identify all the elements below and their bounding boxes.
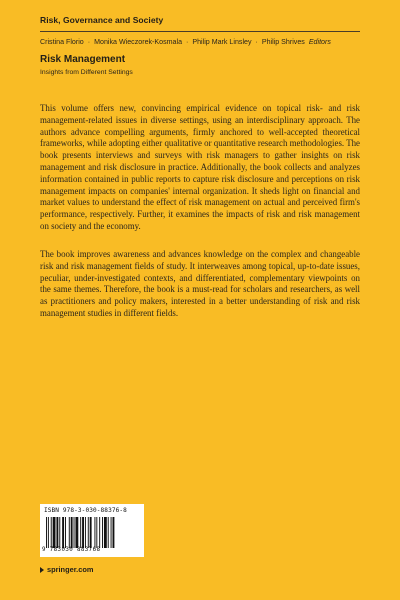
barcode-bar bbox=[108, 517, 109, 548]
publisher-website[interactable] bbox=[40, 565, 93, 574]
barcode-bar bbox=[90, 517, 92, 548]
barcode-bar bbox=[56, 517, 58, 548]
isbn-label: ISBN 978-3-030-88376-8 bbox=[44, 507, 127, 514]
barcode-bar bbox=[88, 517, 89, 548]
description-paragraph-1: This volume offers new, convincing empirical evidence on topical risk- and risk management-related issues in diverse settings, using an interdisciplinary approach. The authors advance compelling arguments, firmly anchored to well-accepted theoretical frameworks, while adopting either qualitative or quantitative research methodologies. The book presents interviews and surveys with risk managers to gather insights on risk management and risk disclosure in practice. Additionally, the book collects and analyzes information contained in public reports to capture risk disclosure and perceptions on risk management impacts on companies' internal organization. It sheds light on financial and market values to understand the effect of risk management on actual and perceived firm's performance, respectively. Further, it examines the impacts of risk and risk management on society and the economy. bbox=[40, 103, 360, 231]
barcode-bar bbox=[104, 517, 107, 548]
barcode-bar bbox=[80, 517, 81, 548]
barcode-bar bbox=[71, 517, 73, 548]
play-triangle-icon bbox=[40, 567, 44, 573]
editor-name: Philip Mark Linsley bbox=[192, 38, 252, 46]
series-title: Risk, Governance and Society bbox=[40, 15, 164, 25]
editors-suffix: Editors bbox=[308, 38, 331, 46]
barcode-bar bbox=[51, 517, 52, 548]
barcode-bar bbox=[48, 517, 49, 548]
editor-separator: · bbox=[186, 38, 189, 46]
editor-separator: · bbox=[255, 38, 258, 46]
barcode-bar bbox=[46, 517, 47, 548]
barcode-bar bbox=[99, 517, 100, 548]
editor-name: Cristina Florio bbox=[40, 38, 84, 46]
editor-name: Monika Wieczorek-Kosmala bbox=[94, 38, 183, 46]
barcode-bar bbox=[65, 517, 66, 548]
barcode-graphic bbox=[46, 517, 137, 548]
editor-name: Philip Shrives bbox=[261, 38, 305, 46]
barcode-digits: 9 783030 883768 bbox=[42, 547, 101, 553]
barcode-bar bbox=[111, 517, 112, 548]
description-paragraph-2: The book improves awareness and advances knowledge on the complex and changeable risk and risk management fields of study. It interweaves among topical, up-to-date issues, peculiar, under-investigated contexts, and differentiated, complementary viewpoints on the same themes. Therefore, the book is a must-read for scholars and researchers, as well as practitioners and policy makers, interested in a better understanding of risk and risk management studies in different fields. bbox=[40, 249, 360, 318]
barcode-bar bbox=[59, 517, 60, 548]
barcode-bar bbox=[94, 517, 95, 548]
barcode-bar bbox=[75, 517, 78, 548]
barcode-bar bbox=[85, 517, 86, 548]
barcode-bar bbox=[69, 517, 70, 548]
book-subtitle: Insights from Different Settings bbox=[40, 69, 133, 76]
barcode-bar bbox=[62, 517, 64, 548]
barcode-bar bbox=[96, 517, 97, 548]
editor-separator: · bbox=[87, 38, 91, 46]
barcode-bar bbox=[74, 517, 75, 548]
book-title: Risk Management bbox=[40, 54, 126, 65]
barcode-bar bbox=[102, 517, 103, 548]
publisher-website-label[interactable]: springer.com bbox=[47, 565, 94, 574]
header-divider bbox=[40, 31, 360, 32]
barcode-bar bbox=[113, 517, 115, 548]
barcode-bar bbox=[82, 517, 84, 548]
isbn-barcode-box bbox=[40, 504, 144, 557]
editors-line bbox=[40, 38, 331, 46]
barcode-bar bbox=[53, 517, 56, 548]
